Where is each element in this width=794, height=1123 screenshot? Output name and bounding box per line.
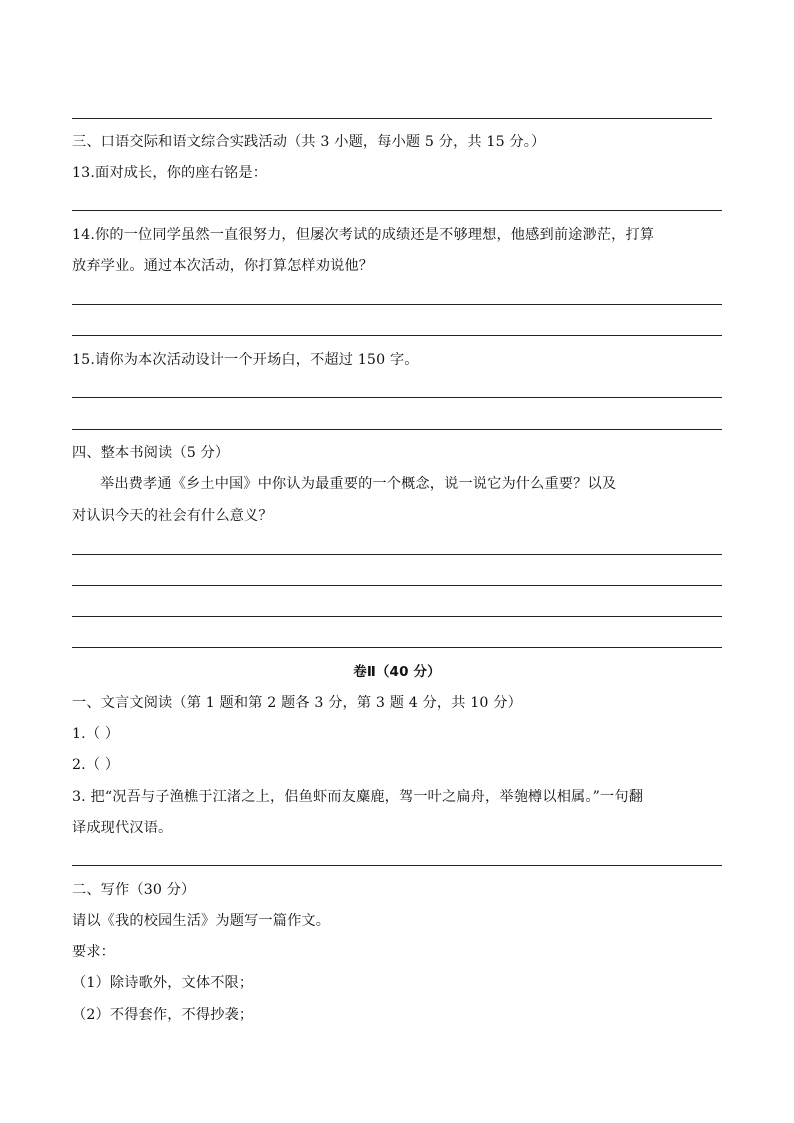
section-4-prompt-line1: 举出费孝通《乡土中国》中你认为最重要的一个概念，说一说它为什么重要？以及 (100, 476, 617, 492)
question-14-line1: 14.你的一位同学虽然一直很努力，但屡次考试的成绩还是不够理想，他感到前途渺茫，打算 (72, 227, 655, 243)
section-3-heading: 三、口语交际和语文综合实践活动（共 3 小题，每小题 5 分，共 15 分。） (72, 134, 546, 150)
question-14-line2: 放弃学业。通过本次活动，你打算怎样劝说他？ (72, 258, 374, 274)
writing-requirements-label: 要求： (72, 944, 116, 960)
question-13: 13.面对成长，你的座右铭是： (72, 165, 268, 181)
answer-line (72, 397, 722, 398)
writing-heading: 二、写作（30 分） (72, 882, 196, 898)
answer-line (72, 210, 722, 211)
classical-q1: 1.（ ） (72, 726, 120, 742)
writing-requirement-2: （2）不得套作，不得抄袭； (72, 1007, 254, 1023)
answer-line (72, 585, 722, 586)
answer-line (72, 616, 722, 617)
classical-heading: 一、文言文阅读（第 1 题和第 2 题各 3 分，第 3 题 4 分，共 10 分） (72, 695, 522, 711)
answer-line (72, 118, 712, 119)
answer-line (72, 865, 722, 866)
classical-q3-line1: 3. 把“况吾与子渔樵于江渚之上，侣鱼虾而友麋鹿，驾一叶之扁舟，举匏樽以相属。”一句翻 (72, 789, 644, 805)
question-15: 15.请你为本次活动设计一个开场白，不超过 150 字。 (72, 352, 419, 368)
answer-line (72, 335, 722, 336)
part-2-title: 卷Ⅱ（40 分） (353, 664, 441, 680)
writing-requirement-1: （1）除诗歌外，文体不限； (72, 975, 254, 991)
section-4-heading: 四、整本书阅读（5 分） (72, 445, 230, 461)
answer-line (72, 554, 722, 555)
classical-q3-line2: 译成现代汉语。 (72, 820, 173, 836)
section-4-prompt-line2: 对认识今天的社会有什么意义？ (72, 508, 273, 524)
answer-line (72, 647, 722, 648)
answer-line (72, 304, 722, 305)
writing-prompt: 请以《我的校园生活》为题写一篇作文。 (72, 913, 331, 929)
classical-q2: 2.（ ） (72, 757, 120, 773)
answer-line (72, 429, 722, 430)
